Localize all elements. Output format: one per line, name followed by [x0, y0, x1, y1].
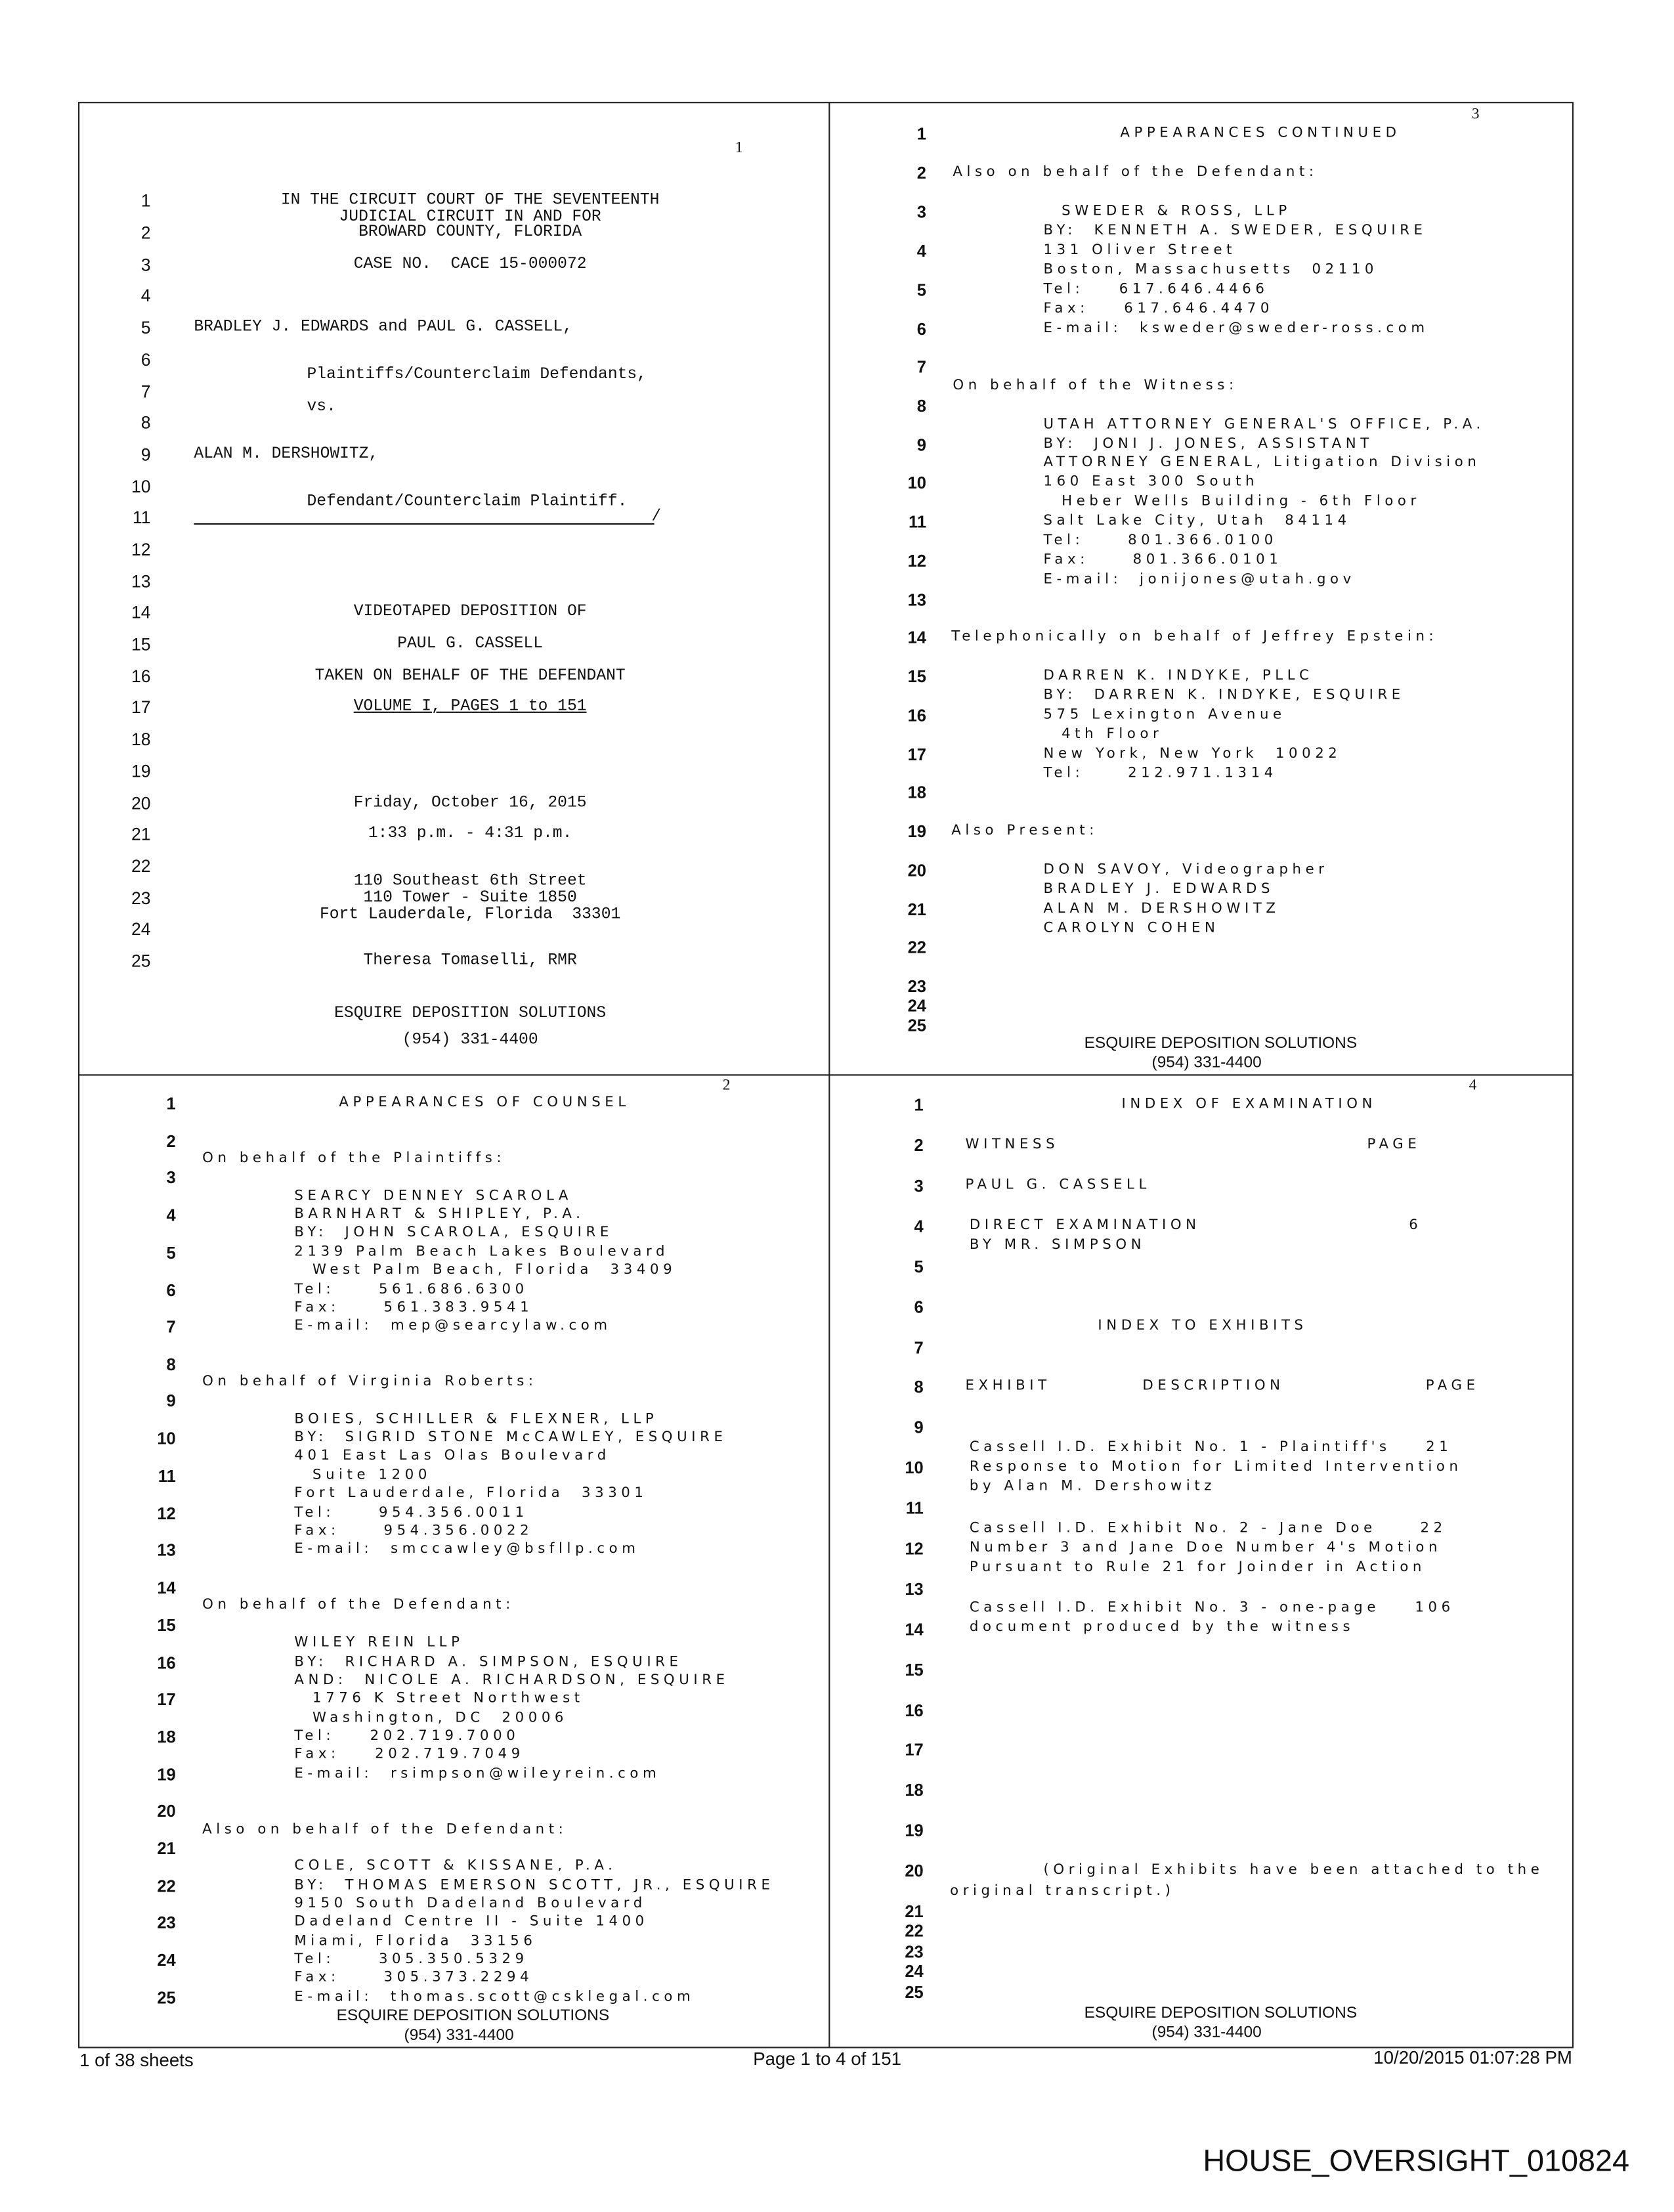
reporter-phone: (954) 331-4400	[404, 2027, 514, 2045]
transcript-line: BROWARD COUNTY, FLORIDA	[358, 223, 582, 242]
transcript-line: Fax: 202.719.7049	[294, 1746, 525, 1762]
transcript-line: ALAN M. DERSHOWITZ,	[194, 445, 379, 464]
transcript-line: PAGE	[1425, 1378, 1480, 1394]
line-number: 19	[907, 821, 926, 842]
line-number: 11	[909, 511, 926, 532]
line-number: 8	[166, 1355, 176, 1375]
line-number: 2	[166, 1131, 176, 1152]
line-number: 10	[131, 477, 151, 497]
line-number: 17	[131, 697, 151, 718]
line-number: 7	[914, 1337, 924, 1358]
line-number: 10	[157, 1429, 176, 1448]
transcript-line: Also on behalf of the Defendant:	[202, 1822, 568, 1838]
transcript-line: CASE NO. CACE 15-000072	[353, 255, 587, 274]
transcript-line: Also Present:	[951, 823, 1099, 839]
line-number: 9	[916, 435, 926, 455]
line-number: 3	[140, 255, 151, 275]
print-timestamp: 10/20/2015 01:07:28 PM	[1373, 2047, 1572, 2068]
line-number: 3	[166, 1167, 176, 1188]
line-number: 22	[157, 1876, 176, 1896]
line-number: 15	[905, 1660, 924, 1680]
line-number: 13	[907, 590, 926, 610]
transcript-line: BY MR. SIMPSON	[969, 1237, 1146, 1253]
transcript-line: Fax: 305.373.2294	[294, 1970, 534, 1985]
line-number: 25	[131, 951, 151, 971]
transcript-line: document produced by the witness	[969, 1620, 1355, 1636]
reporter-name: ESQUIRE DEPOSITION SOLUTIONS	[1084, 2005, 1358, 2022]
transcript-line: Cassell I.D. Exhibit No. 2 - Jane Doe 22	[969, 1521, 1447, 1536]
line-number: 1	[140, 191, 151, 211]
transcript-line: BY: RICHARD A. SIMPSON, ESQUIRE	[294, 1655, 683, 1670]
line-number: 11	[905, 1498, 924, 1518]
line-number: 4	[914, 1217, 924, 1236]
transcript-line: BY: DARREN K. INDYKE, ESQUIRE	[1043, 687, 1405, 703]
reporter-name: ESQUIRE DEPOSITION SOLUTIONS	[1084, 1035, 1358, 1052]
line-number: 17	[905, 1739, 924, 1760]
line-number: 21	[905, 1901, 924, 1922]
transcript-line: Fax: 617.646.4470	[1043, 301, 1274, 317]
line-number: 12	[907, 551, 926, 571]
transcript-line: APPEARANCES OF COUNSEL	[339, 1095, 630, 1111]
transcript-line: E-mail: smccawley@bsfllp.com	[294, 1542, 640, 1557]
line-number: 21	[907, 900, 926, 920]
transcript-line: Pursuant to Rule 21 for Joinder in Action	[969, 1559, 1426, 1576]
row-divider	[78, 1074, 1574, 1076]
page-number: 4	[1469, 1077, 1477, 1094]
line-number: 24	[157, 1950, 176, 1970]
line-number: 13	[131, 572, 151, 592]
transcript-line: On behalf of the Defendant:	[202, 1597, 515, 1613]
transcript-line: (Original Exhibits have been attached to the	[1043, 1862, 1544, 1878]
transcript-line: E-mail: mep@searcylaw.com	[294, 1318, 612, 1334]
transcript-line: Tel: 617.646.4466	[1043, 282, 1269, 297]
transcript-line: E-mail: ksweder@sweder-ross.com	[1043, 320, 1429, 337]
transcript-line: 575 Lexington Avenue	[1043, 707, 1286, 723]
line-number: 24	[131, 919, 151, 940]
line-number: 1	[914, 1095, 924, 1115]
line-number: 4	[166, 1205, 176, 1225]
line-number: 5	[140, 318, 151, 338]
line-number: 16	[905, 1701, 924, 1721]
transcript-line: DIRECT EXAMINATION	[969, 1218, 1201, 1234]
page-range: Page 1 to 4 of 151	[753, 2048, 902, 2070]
transcript-line: DARREN K. INDYKE, PLLC	[1043, 668, 1314, 684]
transcript-line: 1776 K Street Northwest	[312, 1691, 584, 1706]
line-number: 10	[905, 1458, 924, 1478]
transcript-line: BOIES, SCHILLER & FLEXNER, LLP	[294, 1412, 658, 1427]
line-number: 21	[157, 1838, 176, 1859]
transcript-line: 4th Floor	[1062, 727, 1163, 743]
transcript-line: SWEDER & ROSS, LLP	[1062, 204, 1291, 219]
transcript-line: Heber Wells Building - 6th Floor	[1062, 494, 1421, 510]
reporter-name: ESQUIRE DEPOSITION SOLUTIONS	[334, 1005, 607, 1023]
line-number: 20	[157, 1801, 176, 1821]
line-number: 2	[140, 223, 151, 243]
transcript-line: WITNESS	[965, 1137, 1060, 1153]
line-number: 7	[166, 1317, 176, 1337]
transcript-line: COLE, SCOTT & KISSANE, P.A.	[294, 1858, 617, 1874]
line-number: 21	[131, 824, 151, 844]
transcript-line: Tel: 305.350.5329	[294, 1951, 528, 1968]
line-number: 3	[914, 1176, 924, 1196]
transcript-line: Theresa Tomaselli, RMR	[363, 951, 577, 970]
transcript-line: Number 3 and Jane Doe Number 4's Motion	[969, 1540, 1442, 1556]
transcript-line: DESCRIPTION	[1142, 1378, 1285, 1394]
bates-number: HOUSE_OVERSIGHT_010824	[1203, 2143, 1629, 2179]
line-number: 4	[916, 241, 926, 261]
reporter-phone: (954) 331-4400	[402, 1031, 538, 1049]
line-number: 20	[905, 1861, 924, 1881]
transcript-line: ALAN M. DERSHOWITZ	[1043, 901, 1280, 917]
transcript-line: WILEY REIN LLP	[294, 1635, 464, 1651]
caption-rule	[194, 523, 654, 525]
line-number: 24	[907, 996, 926, 1016]
transcript-line: EXHIBIT	[965, 1378, 1051, 1394]
transcript-line: 401 East Las Olas Boulevard	[294, 1448, 611, 1464]
transcript-line: E-mail: rsimpson@wileyrein.com	[294, 1766, 661, 1782]
transcript-line: Tel: 202.719.7000	[294, 1728, 520, 1745]
transcript-line: On behalf of the Plaintiffs:	[202, 1151, 506, 1167]
transcript-line: BRADLEY J. EDWARDS and PAUL G. CASSELL,	[194, 318, 572, 337]
line-number: 4	[140, 286, 151, 306]
line-number: 14	[157, 1578, 176, 1598]
line-number: 9	[914, 1418, 924, 1437]
transcript-line: E-mail: jonijones@utah.gov	[1043, 572, 1356, 588]
line-number: 13	[905, 1579, 924, 1599]
transcript-line: BARNHART & SHIPLEY, P.A.	[294, 1207, 585, 1223]
line-number: 17	[907, 745, 926, 765]
line-number: 22	[131, 856, 151, 877]
line-number: 15	[157, 1615, 176, 1636]
transcript-line: BY: JOHN SCAROLA, ESQUIRE	[294, 1225, 613, 1241]
transcript-line: Suite 1200	[312, 1467, 431, 1483]
transcript-line: Fax: 801.366.0101	[1043, 552, 1283, 568]
line-number: 6	[916, 319, 926, 339]
transcript-line: BY: SIGRID STONE McCAWLEY, ESQUIRE	[294, 1430, 727, 1446]
page-number: 1	[735, 139, 743, 156]
transcript-line: 1:33 p.m. - 4:31 p.m.	[368, 824, 572, 843]
line-number: 6	[914, 1297, 924, 1317]
line-number: 14	[907, 628, 926, 647]
page-number: 2	[722, 1077, 731, 1094]
transcript-line: Tel: 561.686.6300	[294, 1282, 528, 1298]
transcript-line: INDEX OF EXAMINATION	[1121, 1096, 1377, 1112]
line-number: 8	[140, 413, 151, 433]
reporter-phone: (954) 331-4400	[1151, 2024, 1262, 2041]
transcript-line: Fax: 561.383.9541	[294, 1300, 534, 1316]
transcript-line: UTAH ATTORNEY GENERAL'S OFFICE, P.A.	[1043, 417, 1485, 433]
transcript-line: Tel: 801.366.0100	[1043, 532, 1277, 549]
transcript-line: VOLUME I, PAGES 1 to 151	[353, 697, 587, 716]
transcript-line: Fort Lauderdale, Florida 33301	[319, 905, 621, 924]
transcript-line: Defendant/Counterclaim Plaintiff.	[307, 492, 628, 511]
transcript-line: VIDEOTAPED DEPOSITION OF	[353, 603, 587, 621]
transcript-line: AND: NICOLE A. RICHARDSON, ESQUIRE	[294, 1672, 729, 1689]
line-number: 8	[914, 1377, 924, 1397]
transcript-line: Response to Motion for Limited Intervention	[969, 1459, 1463, 1475]
transcript-line: APPEARANCES CONTINUED	[1120, 125, 1401, 141]
page-number: 3	[1471, 106, 1480, 123]
transcript-line: New York, New York 10022	[1043, 746, 1342, 762]
line-number: 9	[166, 1391, 176, 1411]
line-number: 2	[916, 163, 926, 183]
transcript-line: 2139 Palm Beach Lakes Boulevard	[294, 1244, 670, 1260]
transcript-line: SEARCY DENNEY SCAROLA	[294, 1188, 573, 1204]
transcript-line: Also on behalf of the Defendant:	[953, 164, 1318, 181]
line-number: 14	[131, 603, 151, 622]
line-number: 16	[157, 1653, 176, 1673]
line-number: 7	[140, 382, 151, 402]
line-number: 25	[907, 1016, 926, 1035]
line-number: 8	[916, 396, 926, 416]
line-number: 23	[131, 888, 151, 909]
line-number: 19	[905, 1821, 924, 1840]
transcript-line: BRADLEY J. EDWARDS	[1043, 882, 1275, 898]
line-number: 6	[140, 350, 151, 370]
transcript-line: Tel: 212.971.1314	[1043, 766, 1277, 781]
transcript-line: INDEX TO EXHIBITS	[1098, 1318, 1308, 1334]
transcript-line: On behalf of Virginia Roberts:	[202, 1374, 538, 1390]
line-number: 1	[166, 1094, 176, 1114]
line-number: 16	[907, 706, 926, 726]
transcript-line: PAUL G. CASSELL	[965, 1177, 1151, 1193]
line-number: 5	[916, 280, 926, 300]
transcript-line: Fax: 954.356.0022	[294, 1523, 534, 1539]
line-number: 24	[905, 1961, 924, 1982]
line-number: 13	[157, 1540, 176, 1560]
line-number: 19	[131, 762, 151, 781]
line-number: 12	[157, 1504, 176, 1524]
transcript-line: 160 East 300 South	[1043, 474, 1259, 490]
transcript-line: BY: JONI J. JONES, ASSISTANT	[1043, 437, 1373, 452]
transcript-line: by Alan M. Dershowitz	[969, 1479, 1216, 1494]
line-number: 17	[157, 1689, 176, 1710]
transcript-line: Cassell I.D. Exhibit No. 1 - Plaintiff's 21	[969, 1440, 1453, 1456]
line-number: 19	[157, 1765, 176, 1785]
line-number: 22	[907, 938, 926, 957]
transcript-line: IN THE CIRCUIT COURT OF THE SEVENTEENTH	[280, 191, 660, 209]
line-number: 12	[905, 1538, 924, 1559]
transcript-line: 110 Tower - Suite 1850	[363, 888, 577, 907]
transcript-line: TAKEN ON BEHALF OF THE DEFENDANT	[314, 666, 626, 685]
line-number: 14	[905, 1620, 924, 1639]
line-number: 18	[157, 1727, 176, 1747]
transcript-line: PAGE	[1367, 1137, 1421, 1153]
transcript-line: 9150 South Dadeland Boulevard	[294, 1896, 647, 1912]
transcript-line: Boston, Massachusetts 02110	[1043, 262, 1379, 278]
sheet-count: 1 of 38 sheets	[79, 2049, 194, 2071]
transcript-line: Salt Lake City, Utah 84114	[1043, 513, 1351, 529]
transcript-line: BY: KENNETH A. SWEDER, ESQUIRE	[1043, 223, 1427, 239]
transcript-line: vs.	[307, 397, 336, 416]
line-number: 23	[157, 1913, 176, 1933]
transcript-line: 110 Southeast 6th Street	[353, 872, 587, 890]
line-number: 11	[132, 508, 151, 528]
transcript-line: original transcript.)	[950, 1883, 1175, 1899]
line-number: 23	[905, 1942, 924, 1962]
line-number: 25	[157, 1988, 176, 2008]
line-number: 20	[907, 861, 926, 880]
transcript-line: ATTORNEY GENERAL, Litigation Division	[1043, 454, 1481, 471]
transcript-line: 131 Oliver Street	[1043, 242, 1237, 259]
line-number: 15	[907, 666, 926, 687]
line-number: 6	[166, 1280, 176, 1301]
line-number: 10	[907, 473, 926, 493]
transcript-line: BY: THOMAS EMERSON SCOTT, JR., ESQUIRE	[294, 1878, 775, 1894]
line-number: 18	[905, 1780, 924, 1800]
transcript-line: 6	[1409, 1218, 1423, 1234]
transcript-line: E-mail: thomas.scott@csklegal.com	[294, 1989, 695, 2005]
line-number: 5	[914, 1257, 924, 1277]
line-number: 16	[131, 666, 151, 687]
reporter-name: ESQUIRE DEPOSITION SOLUTIONS	[336, 2007, 610, 2025]
line-number: 18	[907, 783, 926, 802]
line-number: 2	[914, 1135, 924, 1156]
transcript-line: On behalf of the Witness:	[953, 378, 1238, 394]
transcript-line: CAROLYN COHEN	[1043, 921, 1220, 936]
transcript-line: Miami, Florida 33156	[294, 1934, 537, 1949]
line-number: 7	[916, 357, 926, 377]
line-number: 25	[905, 1982, 924, 2003]
transcript-line: Washington, DC 20006	[312, 1710, 569, 1726]
transcript-line: Plaintiffs/Counterclaim Defendants,	[307, 365, 647, 384]
transcript-line: DON SAVOY, Videographer	[1043, 862, 1329, 878]
transcript-line: JUDICIAL CIRCUIT IN AND FOR	[339, 207, 601, 227]
line-number: 22	[905, 1921, 924, 1941]
line-number: 20	[131, 794, 151, 813]
line-number: 3	[916, 202, 926, 222]
reporter-phone: (954) 331-4400	[1151, 1054, 1262, 1072]
line-number: 11	[158, 1466, 176, 1486]
transcript-line: West Palm Beach, Florida 33409	[312, 1263, 677, 1278]
transcript-line: PAUL G. CASSELL	[397, 634, 544, 653]
transcript-line: Telephonically on behalf of Jeffrey Epstein:	[951, 629, 1438, 645]
transcript-line: Tel: 954.356.0011	[294, 1505, 528, 1521]
line-number: 15	[131, 634, 151, 655]
transcript-line: Cassell I.D. Exhibit No. 3 - one-page 106	[969, 1600, 1455, 1616]
transcript-line: Fort Lauderdale, Florida 33301	[294, 1486, 648, 1502]
line-number: 18	[131, 729, 151, 750]
transcript-line: Dadeland Centre II - Suite 1400	[294, 1914, 649, 1930]
transcript-line: /	[651, 508, 662, 527]
line-number: 12	[131, 540, 151, 560]
line-number: 5	[166, 1243, 176, 1263]
line-number: 23	[907, 976, 926, 997]
line-number: 9	[140, 445, 151, 465]
transcript-line: Friday, October 16, 2015	[353, 794, 587, 812]
line-number: 1	[916, 124, 926, 144]
